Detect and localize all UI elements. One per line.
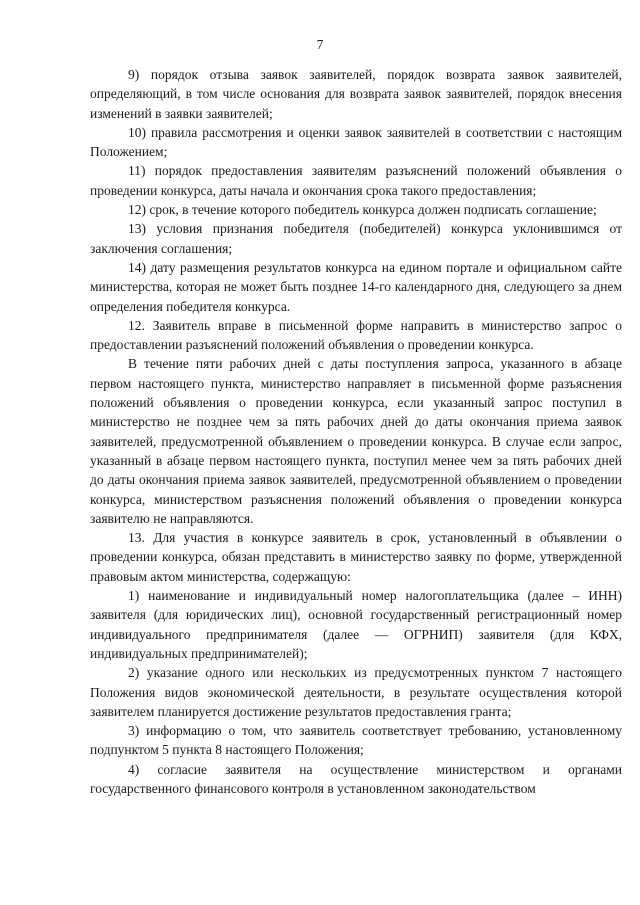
paragraph-item-13: 13) условия признания победителя (победителей) конкурса уклонившимся от заключения соглашения; (90, 221, 622, 256)
paragraph-subitem-4: 4) согласие заявителя на осуществление министерством и органами государственного финансового контроля в установленном законодательством (90, 761, 622, 796)
document-body (90, 65, 622, 798)
paragraph-item-14: 14) дату размещения результатов конкурса на едином портале и официальном сайте министерства, которая не может быть позднее 14-го календарного дня, следующего за днем определения победителя конкурса. (90, 259, 622, 314)
page-number: 7 (316, 37, 324, 52)
paragraph-subitem-1: 1) наименование и индивидуальный номер налогоплательщика (далее – ИНН) заявителя (для юридических лиц), основной государственный регистрационный номер индивидуального предпринимателя (далее — ОГРНИП) заявителя (для КФХ, индивидуальных предпринимателей); (90, 588, 622, 661)
paragraph-subitem-3: 3) информацию о том, что заявитель соответствует требованию, установленному подпунктом 5 пункта 8 настоящего Положения; (90, 723, 622, 758)
paragraph-item-10: 10) правила рассмотрения и оценки заявок заявителей в соответствии с настоящим Положением; (90, 124, 622, 160)
paragraph-item-11: 11) порядок предоставления заявителям разъяснений положений объявления о проведении конкурса, даты начала и окончания срока такого предоставления; (90, 163, 622, 198)
paragraph-clause-13: 13. Для участия в конкурсе заявитель в срок, установленный в объявлении о проведении конкурса, обязан представить в министерство заявку по форме, утвержденной правовым актом министерства, содержащую: (90, 530, 622, 584)
paragraph-item-9: 9) порядок отзыва заявок заявителей, порядок возврата заявок заявителей, определяющий, в том числе основания для возврата заявок заявителей, порядок внесения изменений в заявки заявителей; (90, 67, 622, 121)
paragraph-clause-12: 12. Заявитель вправе в письменной форме направить в министерство запрос о предоставлении разъяснений положений объявления о проведении конкурса. (90, 317, 622, 353)
paragraph-item-12: 12) срок, в течение которого победитель конкурса должен подписать соглашение; (128, 202, 597, 218)
paragraph-clause-12-response: В течение пяти рабочих дней с даты поступления запроса, указанного в абзаце первом настоящего пункта, министерство направляет в письменной форме разъяснения положений объявления о проведении конкурса, если указанный запрос поступил в министерство не позднее чем за пять рабочих дней до даты окончания приема заявок заявителей, предусмотренной объявлением о проведении конкурса. В случае если запрос, указанный в абзаце первом настоящего пункта, поступил менее чем за пять рабочих дней до даты окончания приема заявок заявителей, предусмотренной объявлением о проведении конкурса, министерством разъяснения положений объявления о проведении конкурса заявителю не направляются. (90, 356, 622, 526)
paragraph-subitem-2: 2) указание одного или нескольких из предусмотренных пунктом 7 настоящего Положения видов экономической деятельности, в результате осуществления которой заявителем планируется достижение результатов предоставления гранта; (90, 665, 622, 719)
